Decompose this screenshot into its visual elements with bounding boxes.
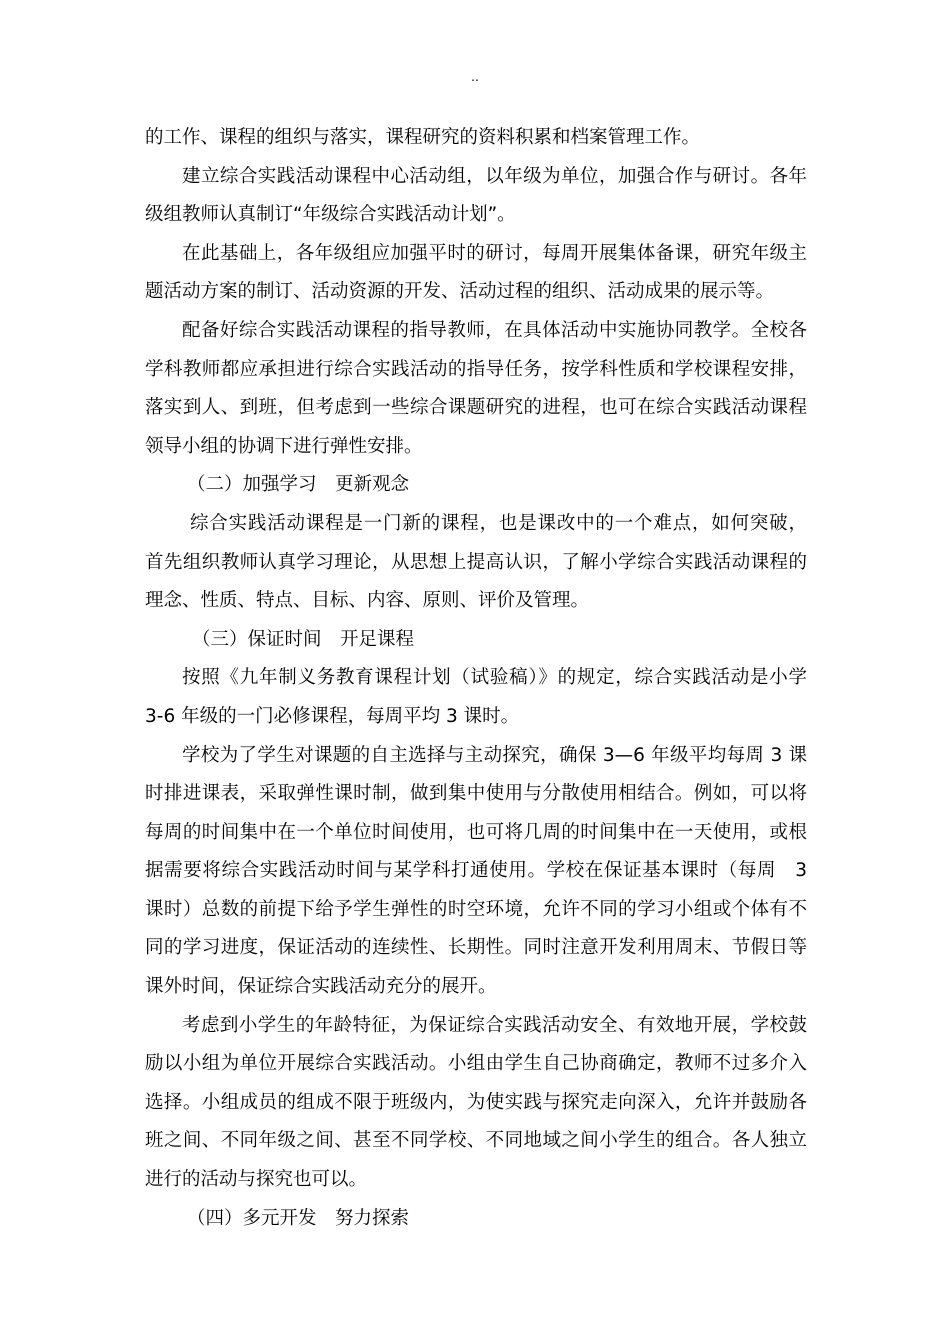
- section-heading: （三）保证时间 开足课程: [192, 628, 415, 650]
- document-body: [145, 119, 807, 1238]
- paragraph-line: 级组教师认真制订“年级综合实践活动计划”。: [145, 204, 516, 226]
- paragraph-line: 学校为了学生对课题的自主选择与主动探究，确保 3—6 年级平均每周 3 课: [182, 744, 807, 766]
- paragraph-line: 在此基础上，各年级组应加强平时的研讨，每周开展集体备课，研究年级主: [182, 242, 807, 264]
- paragraph-line: 领导小组的协调下进行弹性安排。: [145, 435, 423, 457]
- header-mark: ..: [471, 70, 479, 84]
- paragraph-line: 3-6 年级的一门必修课程，每周平均 3 课时。: [145, 705, 520, 727]
- paragraph-line: 时排进课表，采取弹性课时制，做到集中使用与分散使用相结合。例如，可以将: [145, 783, 807, 805]
- paragraph-line: 建立综合实践活动课程中心活动组，以年级为单位，加强合作与研讨。各年: [182, 165, 807, 187]
- paragraph-line: 选择。小组成员的组成不限于班级内，为使实践与探究走向深入，允许并鼓励各: [145, 1091, 807, 1113]
- paragraph-line: 进行的活动与探究也可以。: [145, 1169, 368, 1191]
- section-heading: （四）多元开发 努力探索: [187, 1207, 410, 1229]
- paragraph-line: 励以小组为单位开展综合实践活动。小组由学生自己协商确定，教师不过多介入: [145, 1053, 807, 1075]
- section-heading: （二）加强学习 更新观念: [187, 474, 410, 496]
- paragraph-line: 综合实践活动课程是一门新的课程，也是课改中的一个难点，如何突破，: [190, 512, 807, 534]
- paragraph-line: 落实到人、到班，但考虑到一些综合课题研究的进程，也可在综合实践活动课程: [145, 397, 807, 419]
- paragraph-line: 班之间、不同年级之间、甚至不同学校、不同地域之间小学生的组合。各人独立: [145, 1130, 807, 1152]
- paragraph-line: 学科教师都应承担进行综合实践活动的指导任务，按学科性质和学校课程安排，: [145, 358, 807, 380]
- paragraph-line: 课外时间，保证综合实践活动充分的展开。: [145, 976, 497, 998]
- paragraph-line: 题活动方案的制订、活动资源的开发、活动过程的组织、活动成果的展示等。: [145, 281, 775, 303]
- paragraph-line: 每周的时间集中在一个单位时间使用，也可将几周的时间集中在一天使用，或根: [145, 821, 807, 843]
- paragraph-line: 同的学习进度，保证活动的连续性、长期性。同时注意开发利用周末、节假日等: [145, 937, 807, 959]
- paragraph-line: 按照《九年制义务教育课程计划（试验稿）》的规定，综合实践活动是小学: [182, 667, 807, 689]
- paragraph-line: 配备好综合实践活动课程的指导教师，在具体活动中实施协同教学。全校各: [182, 319, 807, 341]
- paragraph-line: 据需要将综合实践活动时间与某学科打通使用。学校在保证基本课时（每周 3: [145, 860, 807, 882]
- paragraph-line: 理念、性质、特点、目标、内容、原则、评价及管理。: [145, 590, 590, 612]
- paragraph-line: 考虑到小学生的年龄特征，为保证综合实践活动安全、有效地开展，学校鼓: [182, 1014, 807, 1036]
- paragraph-line: 的工作、课程的组织与落实，课程研究的资料积累和档案管理工作。: [145, 127, 701, 148]
- paragraph-line: 首先组织教师认真学习理论，从思想上提高认识，了解小学综合实践活动课程的: [145, 551, 807, 573]
- paragraph-line: 课时）总数的前提下给予学生弹性的时空环境，允许不同的学习小组或个体有不: [145, 898, 807, 920]
